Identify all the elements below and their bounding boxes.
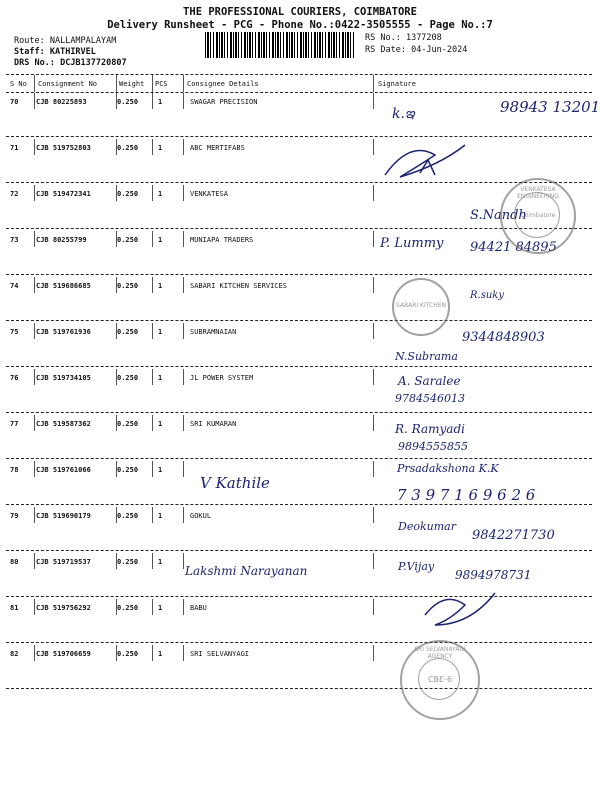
col-header-sno: S No [10,80,27,88]
row-separator [6,504,592,505]
row-separator [6,412,592,413]
col-sep [373,139,374,155]
row-consignment-no: CJB 519587362 [36,420,91,428]
rs-date-value: 04-Jun-2024 [411,45,468,55]
handwritten-signature: R. Ramyadi [395,422,465,436]
row-weight: 0.250 [117,512,139,520]
col-sep [183,415,184,431]
row-separator [6,320,592,321]
row-separator [6,182,592,183]
handwritten-signature: k.ఇ [392,106,415,122]
row-consignee: Lakshmi Narayanan [185,564,308,578]
col-sep [34,231,35,247]
route-value: NALLAMPALAYAM [49,36,117,46]
header-top-rule [6,74,592,75]
col-sep [34,369,35,385]
col-sep [152,553,153,569]
stamp-text: Coimbatore [520,212,556,219]
stamp-text: CBE-6 [427,675,453,684]
handwritten-signature: N.Subrama [395,350,458,363]
row-separator [6,136,592,137]
handwritten-signature: R.suky [470,290,504,301]
col-sep [116,507,117,523]
col-sep [373,415,374,431]
row-pcs: 1 [158,328,163,336]
row-consignment-no: CJB 519761066 [36,466,91,474]
rs-no-label: RS No.: [365,33,401,43]
col-sep [373,645,374,661]
row-sno: 70 [10,98,19,106]
row-sno: 74 [10,282,19,290]
handwritten-signature: S.Nandh [470,208,527,223]
stamp-text: SABARI KITCHEN [395,302,447,309]
scribble-signature [420,585,500,635]
row-separator [6,642,592,643]
col-sep [116,553,117,569]
row-separator [6,458,592,459]
header-bottom-rule [6,92,592,93]
col-sep [34,461,35,477]
row-sno: 78 [10,466,19,474]
row-separator [6,688,592,689]
row-sno: 71 [10,144,19,152]
col-header-consignment: Consignment No [38,80,98,88]
col-sep [116,185,117,201]
drs-label: DRS No.: [14,58,55,68]
col-sep [373,507,374,523]
col-sep [34,93,35,109]
handwritten-signature: 9784546013 [395,392,465,405]
row-consignment-no: CJB 519706659 [36,650,91,658]
row-weight: 0.250 [117,282,139,290]
col-header-signature: Signature [378,80,416,88]
col-sep [34,599,35,615]
row-pcs: 1 [158,604,163,612]
sabari-stamp [392,278,450,336]
staff-label: Staff: [14,47,45,57]
col-sep [152,75,153,92]
col-sep [373,93,374,109]
col-sep [373,461,374,477]
row-weight: 0.250 [117,236,139,244]
col-sep [183,93,184,109]
row-consignee: MUNIAPA TRADERS [190,236,254,244]
col-sep [183,323,184,339]
col-sep [152,645,153,661]
col-sep [183,553,184,569]
col-sep [116,461,117,477]
col-sep [183,507,184,523]
row-weight: 0.250 [117,374,139,382]
row-sno: 80 [10,558,19,566]
rs-block [365,32,467,56]
col-sep [152,415,153,431]
col-sep [373,553,374,569]
row-consignee: SWAGAR PRECISION [190,98,258,106]
col-sep [34,75,35,92]
col-sep [152,139,153,155]
col-sep [183,369,184,385]
col-sep [152,231,153,247]
col-sep [373,231,374,247]
col-sep [116,599,117,615]
col-sep [152,93,153,109]
handwritten-signature: 9842271730 [472,528,555,543]
handwritten-signature: 98943 13201 [500,98,600,116]
row-sno: 72 [10,190,19,198]
row-sno: 76 [10,374,19,382]
row-consignment-no: CJB 519472341 [36,190,91,198]
row-weight: 0.250 [117,466,139,474]
row-weight: 0.250 [117,144,139,152]
col-sep [183,461,184,477]
row-consignment-no: CJB 519686685 [36,282,91,290]
col-sep [34,277,35,293]
row-consignee: SABARI KITCHEN SERVICES [190,282,287,290]
row-weight: 0.250 [117,558,139,566]
handwritten-signature: 94421 84895 [470,240,557,255]
row-consignee: SRI SELVANYAGI [190,650,250,658]
row-consignee: BABU [190,604,207,612]
col-header-pcs: PCS [155,80,168,88]
row-weight: 0.250 [117,420,139,428]
staff-value: KATHIRVEL [49,47,96,57]
col-sep [373,599,374,615]
col-sep [34,645,35,661]
row-consignment-no: CJB 519690179 [36,512,91,520]
row-pcs: 1 [158,236,163,244]
col-sep [152,507,153,523]
row-consignee: V Kathile [200,474,270,492]
col-sep [34,415,35,431]
drs-value: DCJB137720807 [60,58,127,68]
col-sep [183,75,184,92]
handwritten-signature: A. Saralee [398,374,461,388]
runsheet-subtitle: Delivery Runsheet - PCG - Phone No.:0422-3505555 - Page No.:7 [107,19,493,31]
row-consignee: SUBRAMNAIAN [190,328,237,336]
row-pcs: 1 [158,420,163,428]
col-sep [116,323,117,339]
row-consignment-no: CJB 80225893 [36,98,87,106]
row-consignee: JL POWER SYSTEM [190,374,254,382]
col-sep [373,277,374,293]
row-pcs: 1 [158,144,163,152]
col-sep [373,185,374,201]
col-sep [116,231,117,247]
handwritten-signature: Prsadakshona K.K [397,462,499,475]
row-pcs: 1 [158,282,163,290]
col-sep [116,369,117,385]
row-sno: 82 [10,650,19,658]
col-sep [152,369,153,385]
row-sno: 75 [10,328,19,336]
col-sep [116,139,117,155]
row-sno: 79 [10,512,19,520]
row-consignee: ABC MERTIFABS [190,144,245,152]
col-sep [116,75,117,92]
row-weight: 0.250 [117,190,139,198]
route-staff-block [14,36,127,69]
col-sep [373,323,374,339]
stamp-text: SRI SELVANAYAGI AGENCY [414,646,466,660]
row-sno: 81 [10,604,19,612]
col-sep [34,553,35,569]
handwritten-signature: 9894978731 [455,568,532,582]
col-sep [183,231,184,247]
col-sep [183,139,184,155]
row-weight: 0.250 [117,650,139,658]
row-separator [6,596,592,597]
col-sep [152,185,153,201]
scribble-signature [380,135,470,185]
handwritten-signature: 9344848903 [462,330,545,345]
barcode [205,32,355,58]
col-sep [116,93,117,109]
row-separator [6,366,592,367]
row-sno: 77 [10,420,19,428]
col-sep [373,369,374,385]
row-consignment-no: CJB 519756292 [36,604,91,612]
row-sno: 73 [10,236,19,244]
route-label: Route: [14,36,45,46]
stamp-text: VENKATESA ENGINEERING [517,186,559,200]
row-consignment-no: CJB 519752803 [36,144,91,152]
col-sep [34,185,35,201]
row-pcs: 1 [158,190,163,198]
col-sep [116,277,117,293]
row-pcs: 1 [158,98,163,106]
row-pcs: 1 [158,512,163,520]
col-sep [183,277,184,293]
handwritten-signature: 9894555855 [398,440,468,453]
row-pcs: 1 [158,558,163,566]
row-weight: 0.250 [117,98,139,106]
col-header-consignee: Consignee Details [187,80,259,88]
col-sep [34,139,35,155]
col-sep [34,507,35,523]
row-pcs: 1 [158,650,163,658]
row-consignment-no: CJB 519761936 [36,328,91,336]
col-header-weight: Weight [119,80,145,88]
row-pcs: 1 [158,374,163,382]
row-consignment-no: CJB 80255799 [36,236,87,244]
row-consignment-no: CJB 519719537 [36,558,91,566]
handwritten-signature: P.Vijay [398,560,435,573]
col-sep [152,461,153,477]
col-sep [152,323,153,339]
venkatesa-stamp [500,178,576,254]
col-sep [34,323,35,339]
col-sep [152,277,153,293]
row-separator [6,274,592,275]
row-pcs: 1 [158,466,163,474]
rs-date-label: RS Date: [365,45,406,55]
row-weight: 0.250 [117,328,139,336]
col-sep [373,75,374,92]
company-title: THE PROFESSIONAL COURIERS, COIMBATORE [183,6,417,18]
col-sep [116,415,117,431]
handwritten-signature: Deokumar [398,520,456,533]
row-consignee: VENKATESA [190,190,228,198]
row-consignment-no: CJB 519734105 [36,374,91,382]
rs-no-value: 1377208 [405,33,442,43]
selvanayagi-stamp [400,640,480,720]
row-consignee: GOKUL [190,512,212,520]
col-sep [152,599,153,615]
handwritten-signature: 7 3 9 7 1 6 9 6 2 6 [397,486,536,504]
col-sep [183,645,184,661]
row-weight: 0.250 [117,604,139,612]
col-sep [183,599,184,615]
handwritten-signature: P. Lummy [380,236,444,251]
col-sep [116,645,117,661]
row-consignee: SRI KUMARAN [190,420,237,428]
row-separator [6,550,592,551]
col-sep [183,185,184,201]
